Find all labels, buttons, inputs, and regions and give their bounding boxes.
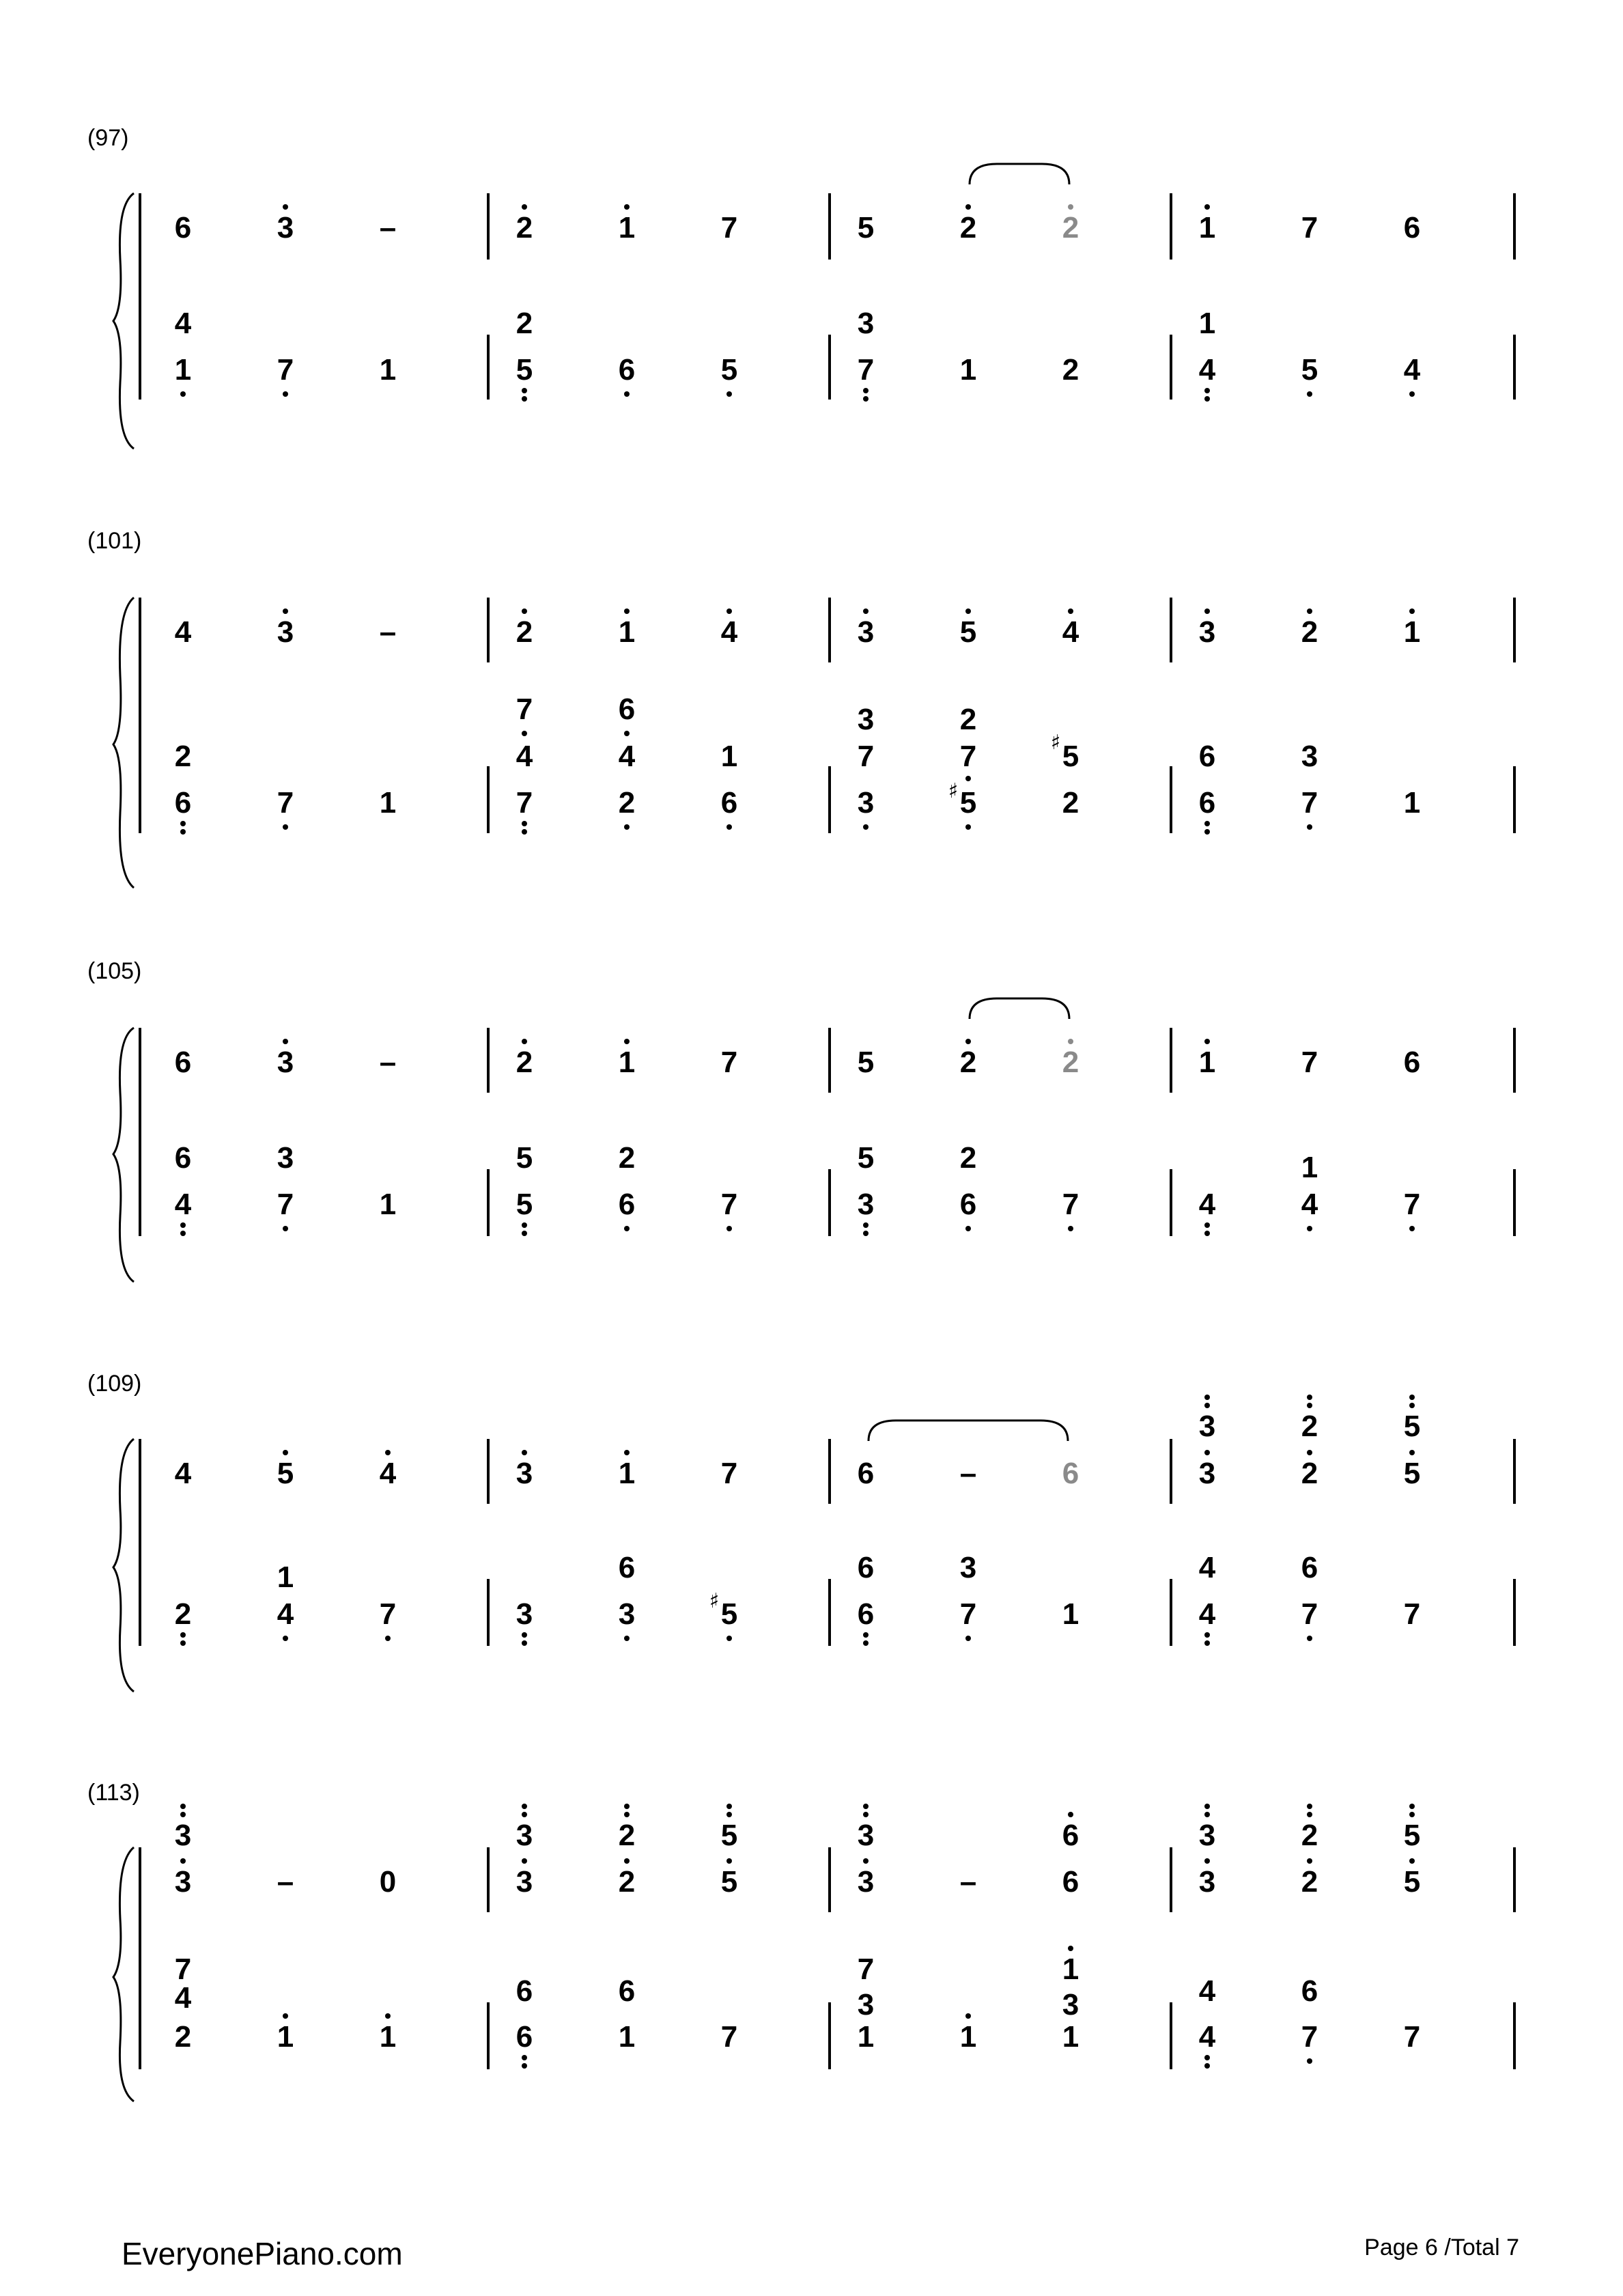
svg-text:5: 5 <box>720 1597 738 1631</box>
svg-text:1: 1 <box>618 1457 636 1490</box>
svg-text:6: 6 <box>1198 740 1216 773</box>
svg-text:1: 1 <box>277 2020 294 2054</box>
system-97 <box>87 125 1514 449</box>
svg-text:6: 6 <box>959 1188 977 1221</box>
note: 7 <box>1301 211 1318 244</box>
svg-text:6: 6 <box>1198 786 1216 820</box>
svg-text:1: 1 <box>1403 615 1421 649</box>
measure-number: (101) <box>87 528 142 554</box>
svg-text:3: 3 <box>1301 740 1318 773</box>
svg-text:3: 3 <box>1198 1457 1216 1490</box>
svg-text:5: 5 <box>1403 1865 1421 1899</box>
svg-text:6: 6 <box>1062 1457 1079 1490</box>
svg-text:5: 5 <box>516 353 533 387</box>
svg-text:3: 3 <box>516 1865 533 1899</box>
svg-text:1: 1 <box>618 615 636 649</box>
svg-text:7: 7 <box>720 1457 738 1490</box>
svg-text:1: 1 <box>618 2020 636 2054</box>
svg-text:3: 3 <box>516 1597 533 1631</box>
note: 2 <box>959 211 977 244</box>
svg-text:5: 5 <box>1403 1410 1421 1443</box>
svg-text:3: 3 <box>1198 1865 1216 1899</box>
svg-text:5: 5 <box>959 786 977 820</box>
svg-text:5: 5 <box>516 1141 533 1175</box>
svg-text:3: 3 <box>857 307 875 340</box>
svg-text:3: 3 <box>959 1551 977 1584</box>
svg-text:1: 1 <box>1198 1046 1216 1079</box>
svg-text:6: 6 <box>1062 1819 1079 1852</box>
svg-text:3: 3 <box>857 1988 875 2021</box>
svg-text:4: 4 <box>1198 1974 1216 2008</box>
svg-text:4: 4 <box>1062 615 1079 649</box>
svg-text:4: 4 <box>1198 1597 1216 1631</box>
svg-text:4: 4 <box>1403 353 1421 387</box>
svg-text:7: 7 <box>959 740 977 773</box>
svg-text:2: 2 <box>618 1865 636 1899</box>
svg-text:5: 5 <box>959 615 977 649</box>
svg-text:1: 1 <box>618 1046 636 1079</box>
svg-text:6: 6 <box>174 1046 192 1079</box>
svg-text:1: 1 <box>379 2020 397 2054</box>
svg-text:6: 6 <box>720 786 738 820</box>
svg-text:2: 2 <box>516 1046 533 1079</box>
svg-text:3: 3 <box>174 1819 192 1852</box>
svg-text:3: 3 <box>857 615 875 649</box>
svg-text:7: 7 <box>720 2020 738 2054</box>
svg-text:2: 2 <box>1301 1865 1318 1899</box>
svg-text:3: 3 <box>1198 615 1216 649</box>
svg-text:2: 2 <box>618 786 636 820</box>
svg-text:2: 2 <box>174 1597 192 1631</box>
svg-text:1: 1 <box>1062 1952 1079 1986</box>
svg-text:2: 2 <box>1301 1410 1318 1443</box>
svg-text:3: 3 <box>857 1188 875 1221</box>
svg-text:7: 7 <box>720 1046 738 1079</box>
svg-text:1: 1 <box>1062 1597 1079 1631</box>
svg-text:5: 5 <box>1062 740 1079 773</box>
svg-text:3: 3 <box>1198 1819 1216 1852</box>
svg-text:7: 7 <box>516 786 533 820</box>
svg-text:7: 7 <box>857 1952 875 1986</box>
svg-text:4: 4 <box>174 1981 192 2015</box>
svg-text:2: 2 <box>618 1819 636 1852</box>
svg-text:0: 0 <box>379 1865 397 1899</box>
svg-text:2: 2 <box>1301 1819 1318 1852</box>
svg-text:1: 1 <box>277 1560 294 1594</box>
svg-text:7: 7 <box>1403 1188 1421 1221</box>
svg-text:7: 7 <box>1301 786 1318 820</box>
svg-text:♯: ♯ <box>709 1589 720 1613</box>
svg-text:2: 2 <box>174 2020 192 2054</box>
svg-text:7: 7 <box>1301 2020 1318 2054</box>
svg-text:6: 6 <box>174 786 192 820</box>
svg-text:6: 6 <box>618 692 636 726</box>
svg-text:–: – <box>379 1046 397 1079</box>
svg-text:7: 7 <box>857 740 875 773</box>
svg-text:4: 4 <box>618 740 636 773</box>
svg-text:5: 5 <box>857 1046 875 1079</box>
system-113 <box>87 1780 1514 2101</box>
svg-text:7: 7 <box>1403 2020 1421 2054</box>
svg-text:6: 6 <box>1301 1551 1318 1584</box>
svg-text:1: 1 <box>720 740 738 773</box>
svg-text:4: 4 <box>516 740 533 773</box>
svg-text:2: 2 <box>959 1141 977 1175</box>
note: 6 <box>1403 211 1421 244</box>
svg-text:1: 1 <box>857 2020 875 2054</box>
svg-text:♯: ♯ <box>1050 731 1061 755</box>
svg-text:7: 7 <box>720 1188 738 1221</box>
svg-text:7: 7 <box>959 1597 977 1631</box>
svg-text:2: 2 <box>1062 786 1079 820</box>
note: 7 <box>720 211 738 244</box>
svg-text:1: 1 <box>379 353 397 387</box>
measure-number: (113) <box>87 1780 140 1806</box>
svg-text:6: 6 <box>1301 1974 1318 2008</box>
svg-text:7: 7 <box>277 353 294 387</box>
svg-text:6: 6 <box>618 1551 636 1584</box>
svg-text:♯: ♯ <box>948 779 959 803</box>
brace <box>113 193 134 449</box>
svg-text:5: 5 <box>277 1457 294 1490</box>
svg-text:1: 1 <box>174 353 192 387</box>
svg-text:3: 3 <box>277 615 294 649</box>
svg-text:–: – <box>277 1865 294 1899</box>
svg-text:3: 3 <box>277 1141 294 1175</box>
svg-text:7: 7 <box>277 786 294 820</box>
svg-text:1: 1 <box>1062 2020 1079 2054</box>
svg-text:6: 6 <box>857 1457 875 1490</box>
svg-text:7: 7 <box>277 1188 294 1221</box>
svg-text:4: 4 <box>1198 2020 1216 2054</box>
svg-text:7: 7 <box>1301 1597 1318 1631</box>
svg-text:2: 2 <box>1301 615 1318 649</box>
svg-text:–: – <box>379 615 397 649</box>
svg-text:6: 6 <box>857 1597 875 1631</box>
svg-text:2: 2 <box>1062 353 1079 387</box>
note-tied: 2 <box>1062 211 1079 244</box>
svg-text:–: – <box>959 1865 977 1899</box>
svg-text:4: 4 <box>1198 1551 1216 1584</box>
svg-text:4: 4 <box>1301 1188 1318 1221</box>
svg-text:2: 2 <box>959 1046 977 1079</box>
svg-text:3: 3 <box>857 1819 875 1852</box>
note: 6 <box>174 211 192 244</box>
svg-text:3: 3 <box>516 1457 533 1490</box>
svg-text:1: 1 <box>379 786 397 820</box>
svg-text:6: 6 <box>857 1551 875 1584</box>
svg-text:6: 6 <box>1403 1046 1421 1079</box>
svg-text:5: 5 <box>857 1141 875 1175</box>
system-105 <box>87 958 1514 1282</box>
svg-text:7: 7 <box>1062 1188 1079 1221</box>
svg-text:3: 3 <box>174 1865 192 1899</box>
svg-text:1: 1 <box>1403 786 1421 820</box>
svg-text:5: 5 <box>1403 1457 1421 1490</box>
svg-text:4: 4 <box>277 1597 294 1631</box>
system-109 <box>87 1371 1514 1692</box>
svg-text:2: 2 <box>618 1141 636 1175</box>
svg-text:7: 7 <box>516 692 533 726</box>
svg-text:7: 7 <box>1301 1046 1318 1079</box>
svg-text:1: 1 <box>959 353 977 387</box>
measure-number: (97) <box>87 125 129 151</box>
svg-text:7: 7 <box>1403 1597 1421 1631</box>
svg-text:2: 2 <box>959 703 977 736</box>
site-name: EveryonePiano.com <box>122 2236 403 2271</box>
svg-text:5: 5 <box>720 1865 738 1899</box>
measure-number: (109) <box>87 1371 142 1397</box>
svg-text:4: 4 <box>174 1457 192 1490</box>
svg-text:7: 7 <box>379 1597 397 1631</box>
svg-text:4: 4 <box>379 1457 397 1490</box>
svg-text:4: 4 <box>1198 1188 1216 1221</box>
measure-number: (105) <box>87 958 142 984</box>
svg-text:3: 3 <box>857 1865 875 1899</box>
note: 2 <box>516 211 533 244</box>
svg-text:–: – <box>959 1457 977 1490</box>
svg-text:4: 4 <box>174 1188 192 1221</box>
note: 1 <box>1198 211 1216 244</box>
svg-text:6: 6 <box>618 1188 636 1221</box>
svg-text:6: 6 <box>618 1974 636 2008</box>
svg-text:6: 6 <box>1062 1865 1079 1899</box>
svg-text:5: 5 <box>720 1819 738 1852</box>
svg-text:5: 5 <box>720 353 738 387</box>
svg-text:4: 4 <box>1198 353 1216 387</box>
svg-text:3: 3 <box>1198 1410 1216 1443</box>
note: 3 <box>277 211 294 244</box>
note: 1 <box>618 211 636 244</box>
svg-text:4: 4 <box>720 615 738 649</box>
svg-text:4: 4 <box>174 615 192 649</box>
svg-text:6: 6 <box>516 1974 533 2008</box>
svg-text:3: 3 <box>1062 1988 1079 2021</box>
svg-text:3: 3 <box>857 703 875 736</box>
svg-text:3: 3 <box>618 1597 636 1631</box>
svg-text:6: 6 <box>174 1141 192 1175</box>
svg-text:2: 2 <box>1301 1457 1318 1490</box>
svg-text:1: 1 <box>1301 1151 1318 1184</box>
svg-text:1: 1 <box>379 1188 397 1221</box>
svg-text:5: 5 <box>1301 353 1318 387</box>
svg-text:2: 2 <box>1062 1046 1079 1079</box>
svg-text:6: 6 <box>618 353 636 387</box>
svg-text:2: 2 <box>174 740 192 773</box>
svg-text:5: 5 <box>516 1188 533 1221</box>
svg-text:2: 2 <box>516 615 533 649</box>
svg-text:2: 2 <box>516 307 533 340</box>
svg-text:7: 7 <box>857 353 875 387</box>
svg-text:3: 3 <box>857 786 875 820</box>
tie <box>970 164 1069 184</box>
svg-text:3: 3 <box>277 1046 294 1079</box>
page-indicator: Page 6 /Total 7 <box>1364 2235 1519 2260</box>
svg-text:3: 3 <box>516 1819 533 1852</box>
svg-text:7: 7 <box>174 1952 192 1986</box>
svg-text:5: 5 <box>1403 1819 1421 1852</box>
note: 5 <box>857 211 875 244</box>
svg-text:1: 1 <box>1198 307 1216 340</box>
note: – <box>379 211 397 244</box>
svg-text:1: 1 <box>959 2020 977 2054</box>
svg-text:4: 4 <box>174 307 192 340</box>
system-101 <box>87 528 1514 888</box>
svg-text:6: 6 <box>516 2020 533 2054</box>
